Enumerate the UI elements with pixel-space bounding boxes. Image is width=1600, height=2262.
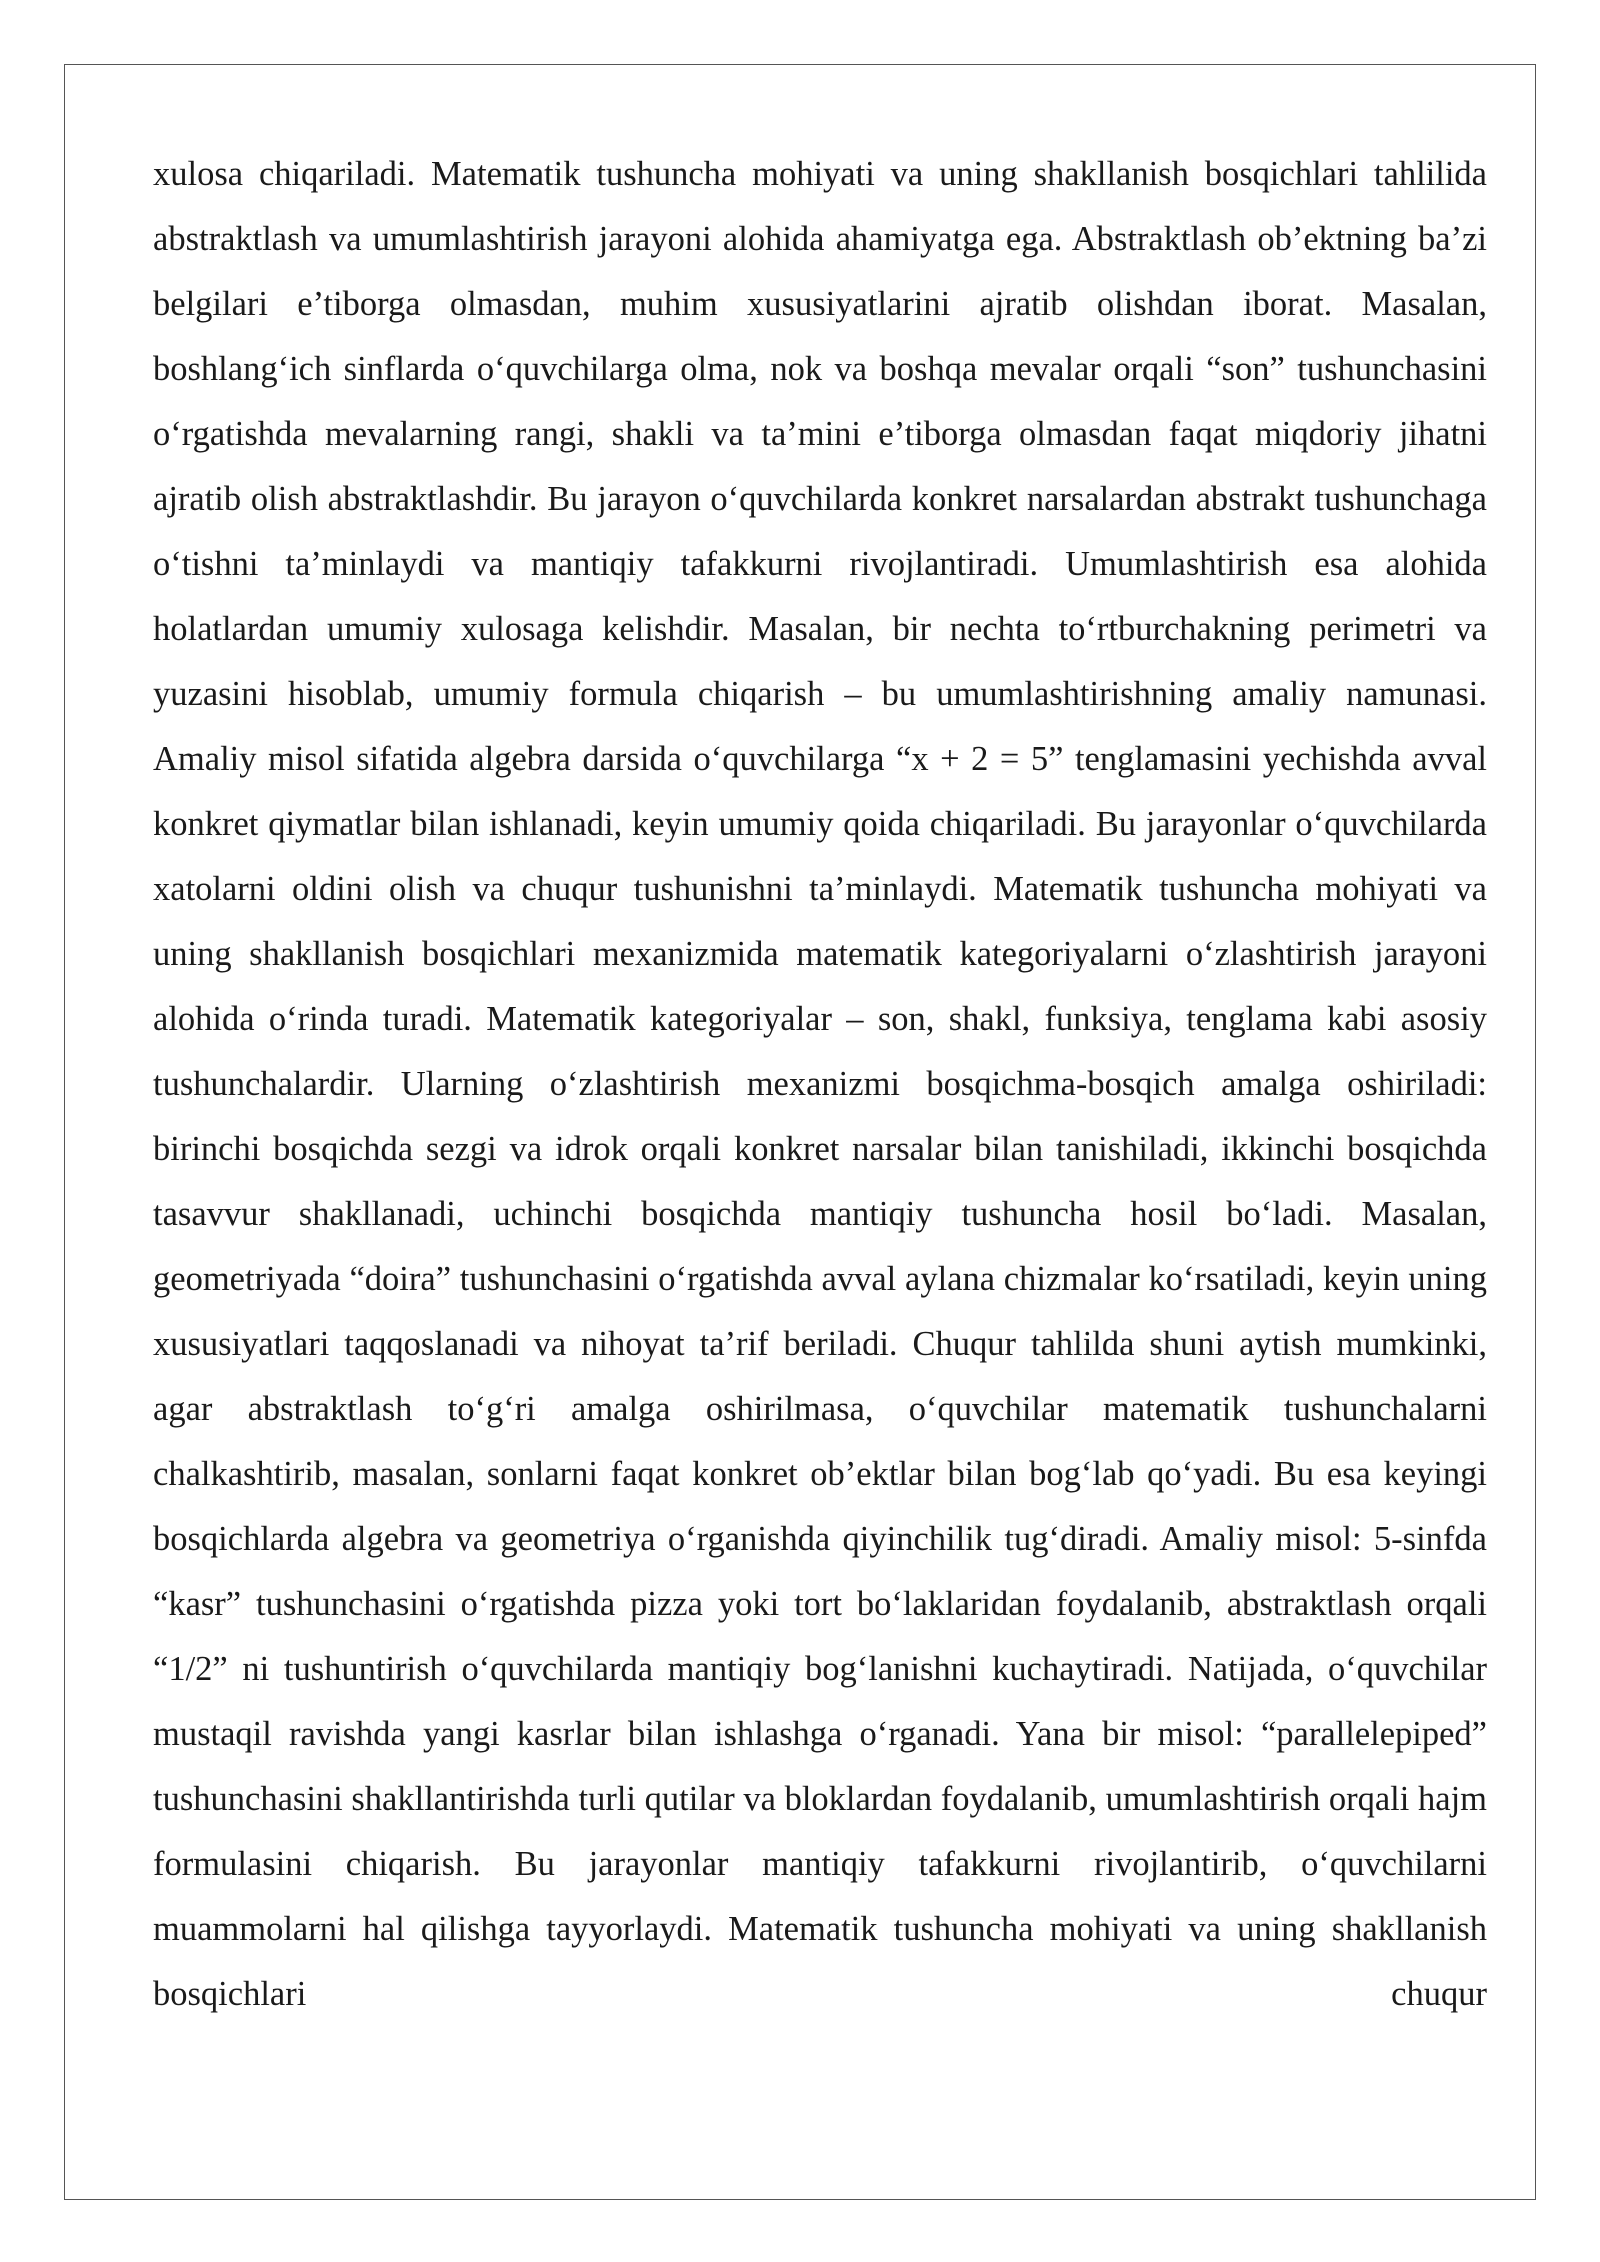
body-paragraph: xulosa chiqariladi. Matematik tushuncha mohiyati va uning shakllanish bosqichlari tahlilida abstraktlash va umumlashtirish jarayoni alohida ahamiyatga ega. Abstraktlash ob’ektning ba’zi belgilari e’tiborga olmasdan, muhim xususiyatlarini ajratib olishdan iborat. Masalan, boshlang‘ich sinflarda o‘quvchilarga olma, nok va boshqa mevalar orqali “son” tushunchasini o‘rgatishda mevalarning rangi, shakli va ta’mini e’tiborga olmasdan faqat miqdoriy jihatni ajratib olish abstraktlashdir. Bu jarayon o‘quvchilarda konkret narsalardan abstrakt tushunchaga o‘tishni ta’minlaydi va mantiqiy tafakkurni rivojlantiradi. Umumlashtirish esa alohida holatlardan umumiy xulosaga kelishdir. Masalan, bir nechta to‘rtburchakning perimetri va yuzasini hisoblab, umumiy formula chiqarish – bu umumlashtirishning amaliy namunasi. Amaliy misol sifatida algebra darsida o‘quvchilarga “x + 2 = 5” tenglamasini yechishda avval konkret qiymatlar bilan ishlanadi, keyin umumiy qoida chiqariladi. Bu jarayonlar o‘quvchilarda xatolarni oldini olish va chuqur tushunishni ta’minlaydi. Matematik tushuncha mohiyati va uning shakllanish bosqichlari mexanizmida matematik kategoriyalarni o‘zlashtirish jarayoni alohida o‘rinda turadi. Matematik kategoriyalar – son, shakl, funksiya, tenglama kabi asosiy tushunchalardir. Ularning o‘zlashtirish mexanizmi bosqichma-bosqich amalga oshiriladi: birinchi bosqichda sezgi va idrok orqali konkret narsalar bilan tanishiladi, ikkinchi bosqichda tasavvur shakllanadi, uchinchi bosqichda mantiqiy tushuncha hosil bo‘ladi. Masalan, geometriyada “doira” tushunchasini o‘rgatishda avval aylana chizmalar ko‘rsatiladi, keyin uning xususiyatlari taqqoslanadi va nihoyat ta’rif beriladi. Chuqur tahlilda shuni aytish mumkinki, agar abstraktlash to‘g‘ri amalga oshirilmasa, o‘quvchilar matematik tushunchalarni chalkashtirib, masalan, sonlarni faqat konkret ob’ektlar bilan bog‘lab qo‘yadi. Bu esa keyingi bosqichlarda algebra va geometriya o‘rganishda qiyinchilik tug‘diradi. Amaliy misol: 5-sinfda “kasr” tushunchasini o‘rgatishda pizza yoki tort bo‘laklaridan foydalanib, abstraktlash orqali “1/2” ni tushuntirish o‘quvchilarda mantiqiy bog‘lanishni kuchaytiradi. Natijada, o‘quvchilar mustaqil ravishda yangi kasrlar bilan ishlashga o‘rganadi. Yana bir misol: “parallelepiped” tushunchasini shakllantirishda turli qutilar va bloklardan foydalanib, umumlashtirish orqali hajm formulasini chiqarish. Bu jarayonlar mantiqiy tafakkurni rivojlantirib, o‘quvchilarni muammolarni hal qilishga tayyorlaydi. Matematik tushuncha mohiyati va uning shakllanish bosqichlari chuqur <box>153 155 1487 2013</box>
